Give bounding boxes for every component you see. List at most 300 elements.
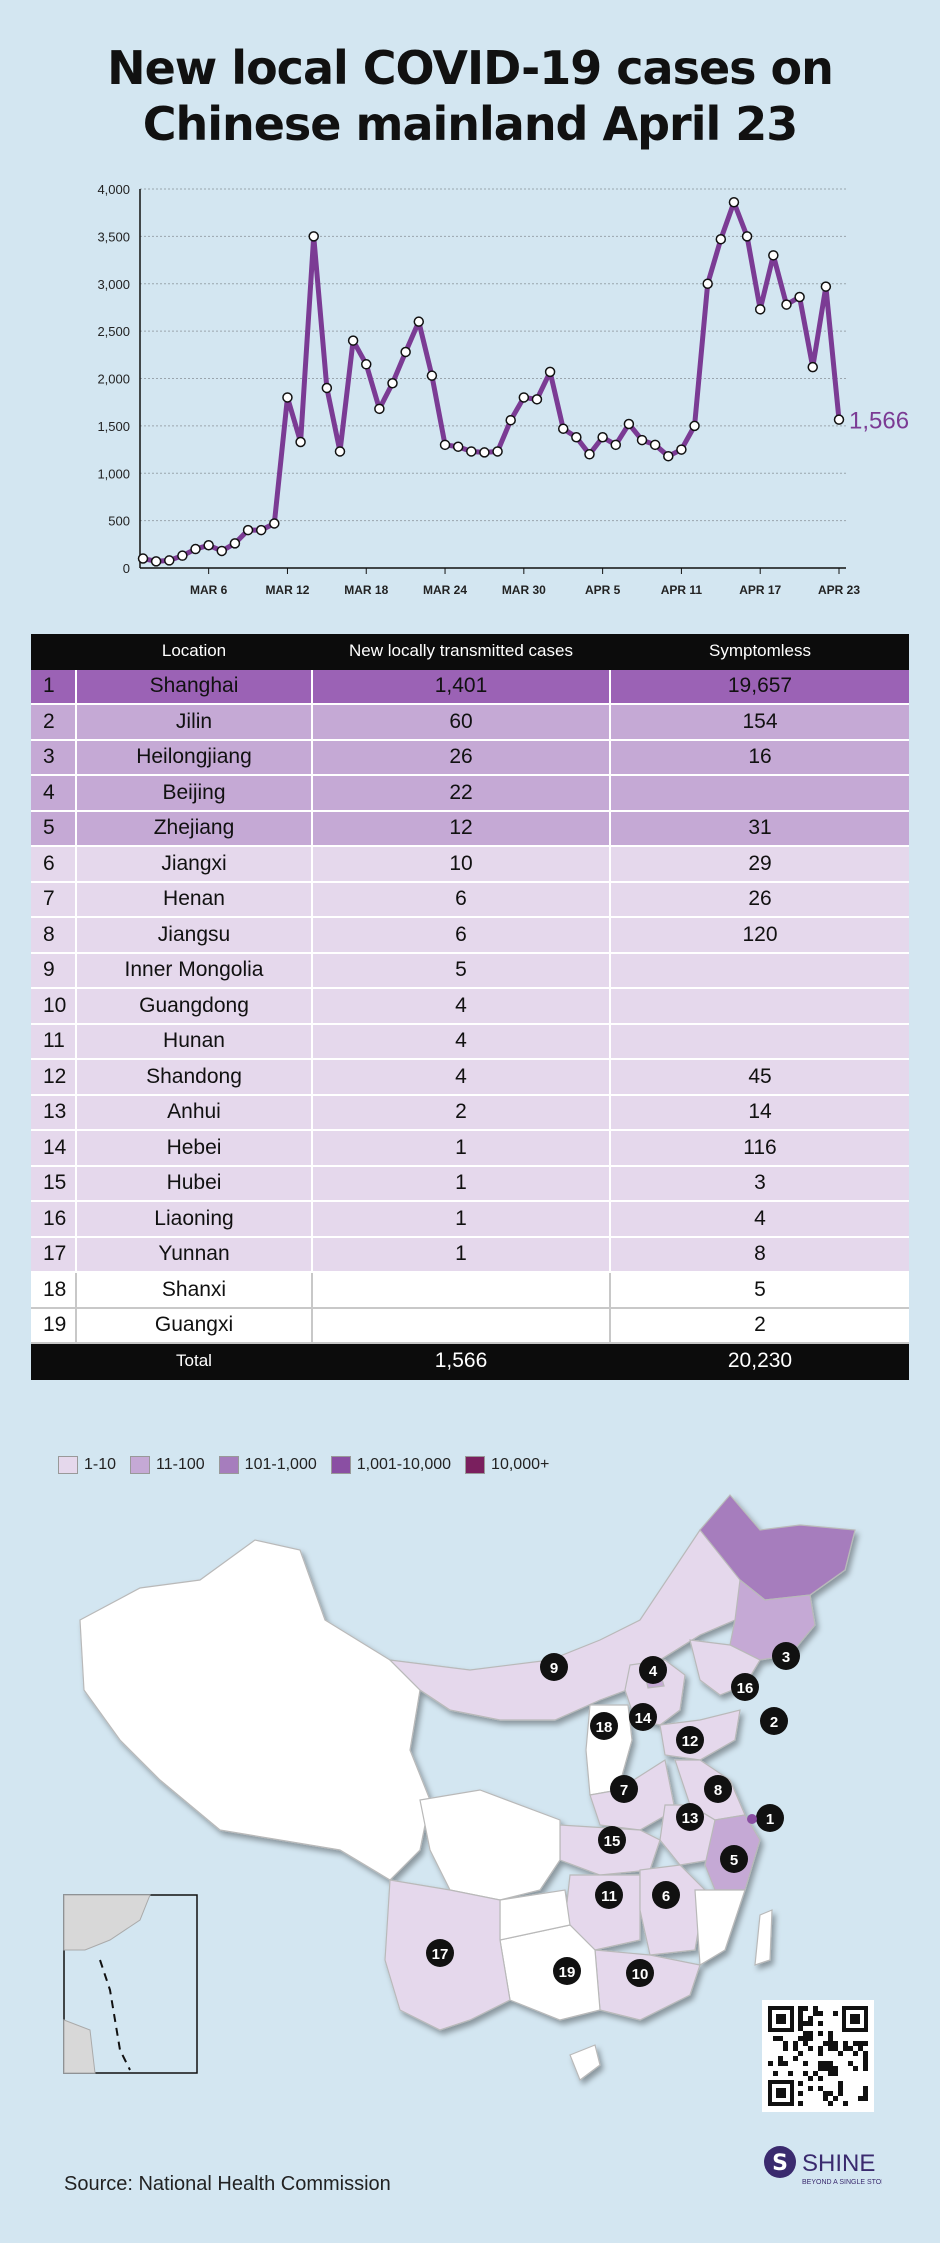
- symptomless-cell: 45: [611, 1060, 909, 1096]
- table-total-row: [31, 1344, 909, 1380]
- location-cell: Guangxi: [77, 1309, 313, 1345]
- x-tick-label: APR 5: [584, 583, 621, 597]
- total-symptomless: 20,230: [611, 1344, 909, 1380]
- cases-cell: 26: [313, 741, 611, 777]
- data-point: [585, 450, 594, 459]
- rank-cell: 16: [31, 1202, 77, 1238]
- location-cell: Hunan: [77, 1025, 313, 1061]
- cases-cell: 60: [313, 705, 611, 741]
- data-point: [296, 437, 305, 446]
- table-header: [31, 634, 909, 670]
- data-point: [322, 383, 331, 392]
- qr-module: [818, 2086, 823, 2091]
- location-cell: Shanxi: [77, 1273, 313, 1309]
- legend-swatch: [465, 1456, 485, 1474]
- qr-module: [778, 2061, 783, 2066]
- y-tick-label: 0: [122, 561, 130, 576]
- location-cell: Anhui: [77, 1096, 313, 1132]
- data-point: [729, 198, 738, 207]
- total-rank: [31, 1344, 77, 1380]
- title-line-2: Chinese mainland April 23: [142, 97, 798, 151]
- cases-cell: 4: [313, 1060, 611, 1096]
- logo-tagline: BEYOND A SINGLE STORY: [802, 2179, 882, 2186]
- cases-cell: 6: [313, 918, 611, 954]
- qr-module: [863, 2066, 868, 2071]
- cases-cell: 10: [313, 847, 611, 883]
- qr-module: [853, 2066, 858, 2071]
- qr-module: [823, 2091, 828, 2096]
- x-tick-label: MAR 18: [344, 583, 389, 597]
- cases-cell: 6: [313, 883, 611, 919]
- qr-module: [853, 2051, 858, 2056]
- qr-module: [863, 2056, 868, 2061]
- location-cell: Hubei: [77, 1167, 313, 1203]
- data-point: [624, 419, 633, 428]
- region-jiangxi: [640, 1865, 705, 1955]
- cases-cell: 1: [313, 1131, 611, 1167]
- qr-module: [858, 2041, 863, 2046]
- cases-cell: 1: [313, 1202, 611, 1238]
- legend-label: 11-100: [156, 1456, 205, 1473]
- location-cell: Guangdong: [77, 989, 313, 1025]
- qr-module: [798, 2091, 803, 2096]
- china-map: [0, 1420, 940, 2140]
- qr-module: [848, 2061, 853, 2066]
- data-point: [611, 440, 620, 449]
- region-inner-mongolia: [390, 1530, 760, 1720]
- region-west: [80, 1540, 430, 1880]
- qr-module: [823, 2061, 828, 2066]
- symptomless-cell: 2: [611, 1309, 909, 1345]
- cases-cell: 2: [313, 1096, 611, 1132]
- qr-module: [783, 2041, 788, 2046]
- qr-module: [813, 2006, 818, 2011]
- cases-cell: 4: [313, 1025, 611, 1061]
- map-marker-label: 9: [549, 1660, 559, 1677]
- data-point: [217, 546, 226, 555]
- data-point: [257, 526, 266, 535]
- x-tick-label: APR 11: [660, 583, 703, 597]
- rank-cell: 1: [31, 670, 77, 706]
- qr-module: [838, 2081, 843, 2086]
- y-tick-label: 2,500: [97, 324, 130, 340]
- data-point: [388, 379, 397, 388]
- symptomless-cell: 19,657: [611, 670, 909, 706]
- rank-cell: 15: [31, 1167, 77, 1203]
- table-row: [31, 989, 909, 1025]
- qr-module: [803, 2061, 808, 2066]
- data-point: [572, 433, 581, 442]
- map-marker-label: 4: [648, 1663, 658, 1680]
- qr-module: [808, 2021, 813, 2026]
- data-point: [230, 539, 239, 548]
- location-cell: Yunnan: [77, 1238, 313, 1274]
- map-marker-label: 5: [729, 1852, 739, 1869]
- cases-cell: [313, 1309, 611, 1345]
- qr-module: [863, 2041, 868, 2046]
- map-marker-label: 2: [769, 1714, 779, 1731]
- symptomless-cell: 8: [611, 1238, 909, 1274]
- qr-module: [818, 2076, 823, 2081]
- qr-module: [828, 2031, 833, 2036]
- region-guangxi: [500, 1925, 600, 2020]
- symptomless-cell: 4: [611, 1202, 909, 1238]
- y-tick-label: 1,500: [97, 418, 130, 434]
- qr-module: [808, 2086, 813, 2091]
- qr-module: [818, 2021, 823, 2026]
- data-point: [191, 545, 200, 554]
- legend-label: 1,001-10,000: [356, 1456, 452, 1473]
- data-point: [270, 519, 279, 528]
- data-point: [401, 347, 410, 356]
- rank-cell: 10: [31, 989, 77, 1025]
- qr-module: [798, 2036, 803, 2041]
- qr-module: [798, 2021, 803, 2026]
- map-marker-label: 7: [619, 1782, 629, 1799]
- qr-module: [828, 2066, 833, 2071]
- rank-cell: 9: [31, 954, 77, 990]
- map-marker-label: 11: [601, 1888, 617, 1905]
- symptomless-cell: 16: [611, 741, 909, 777]
- qr-module: [803, 2021, 808, 2026]
- map-marker-label: 8: [713, 1782, 723, 1799]
- cases-table: [31, 634, 909, 1380]
- qr-module: [803, 2006, 808, 2011]
- location-cell: Heilongjiang: [77, 741, 313, 777]
- y-tick-label: 3,500: [97, 229, 130, 245]
- qr-module: [808, 2046, 813, 2051]
- data-point: [756, 305, 765, 314]
- qr-module: [833, 2046, 838, 2051]
- location-cell: Beijing: [77, 776, 313, 812]
- rank-cell: 17: [31, 1238, 77, 1274]
- symptomless-cell: 116: [611, 1131, 909, 1167]
- qr-module: [848, 2046, 853, 2051]
- table-row: [31, 741, 909, 777]
- qr-module: [798, 2011, 803, 2016]
- qr-module: [798, 2101, 803, 2106]
- qr-module: [818, 2051, 823, 2056]
- table-row: [31, 918, 909, 954]
- qr-module: [803, 2036, 808, 2041]
- qr-module: [838, 2091, 843, 2096]
- cases-cell: 12: [313, 812, 611, 848]
- qr-module: [768, 2061, 773, 2066]
- rank-cell: 12: [31, 1060, 77, 1096]
- table-row: [31, 1167, 909, 1203]
- header-rank: [31, 634, 77, 670]
- data-point: [493, 447, 502, 456]
- legend-label: 1-10: [84, 1456, 117, 1473]
- table-row: [31, 1096, 909, 1132]
- legend-swatch: [58, 1456, 78, 1474]
- qr-module: [773, 2036, 778, 2041]
- rank-cell: 13: [31, 1096, 77, 1132]
- cases-cell: 1: [313, 1167, 611, 1203]
- location-cell: Jiangxi: [77, 847, 313, 883]
- y-tick-label: 500: [108, 513, 130, 529]
- qr-module: [863, 2091, 868, 2096]
- rank-cell: 14: [31, 1131, 77, 1167]
- qr-module: [863, 2096, 868, 2101]
- symptomless-cell: [611, 954, 909, 990]
- qr-module: [833, 2011, 838, 2016]
- qr-module: [833, 2066, 838, 2071]
- qr-module: [788, 2071, 793, 2076]
- location-cell: Henan: [77, 883, 313, 919]
- data-point: [769, 251, 778, 260]
- table-row: [31, 776, 909, 812]
- data-point: [743, 232, 752, 241]
- y-tick-label: 4,000: [97, 182, 130, 197]
- header-cases: New locally transmitted cases: [313, 634, 611, 670]
- rank-cell: 7: [31, 883, 77, 919]
- table-row: [31, 847, 909, 883]
- logo-name: SHINE: [802, 2150, 876, 2177]
- symptomless-cell: 154: [611, 705, 909, 741]
- data-point: [651, 440, 660, 449]
- rank-cell: 6: [31, 847, 77, 883]
- data-point: [152, 557, 161, 566]
- south-sea-inset: [64, 1895, 197, 2073]
- data-point: [690, 421, 699, 430]
- symptomless-cell: 14: [611, 1096, 909, 1132]
- location-cell: Zhejiang: [77, 812, 313, 848]
- map-marker-label: 10: [631, 1966, 649, 1983]
- data-point: [467, 447, 476, 456]
- x-tick-label: MAR 30: [501, 583, 546, 597]
- qr-module: [828, 2061, 833, 2066]
- qr-module: [843, 2046, 848, 2051]
- x-tick-label: APR 23: [817, 583, 861, 597]
- data-point: [664, 452, 673, 461]
- symptomless-cell: 29: [611, 847, 909, 883]
- data-point: [677, 445, 686, 454]
- end-value-label: 1,566: [849, 407, 910, 435]
- data-point: [835, 415, 844, 424]
- qr-module: [818, 2046, 823, 2051]
- map-marker-label: 12: [681, 1733, 699, 1750]
- legend-swatch: [219, 1456, 239, 1474]
- qr-module: [828, 2071, 833, 2076]
- header-symptomless: Symptomless: [611, 634, 909, 670]
- qr-module: [818, 2011, 823, 2016]
- map-marker-label: 13: [681, 1810, 699, 1827]
- qr-module: [808, 2016, 813, 2021]
- map-marker-label: 16: [736, 1680, 754, 1697]
- data-point: [178, 551, 187, 560]
- data-point: [204, 541, 213, 550]
- region-guangdong: [595, 1950, 700, 2020]
- data-point: [283, 393, 292, 402]
- qr-module: [798, 2081, 803, 2086]
- qr-module: [778, 2036, 783, 2041]
- qr-module: [838, 2086, 843, 2091]
- line-chart: [0, 170, 940, 610]
- y-tick-label: 3,000: [97, 276, 130, 292]
- map-marker-label: 14: [634, 1710, 652, 1727]
- map-marker-label: 6: [661, 1888, 671, 1905]
- data-point: [349, 336, 358, 345]
- map-legend: [58, 1456, 563, 1474]
- location-cell: Hebei: [77, 1131, 313, 1167]
- qr-module: [823, 2066, 828, 2071]
- map-marker-label: 18: [595, 1719, 613, 1736]
- qr-module: [798, 2026, 803, 2031]
- qr-module: [863, 2051, 868, 2056]
- source-note: Source: National Health Commission: [64, 2173, 391, 2195]
- qr-finder-inner: [850, 2014, 860, 2024]
- data-point: [808, 363, 817, 372]
- map-marker-label: 1: [765, 1811, 775, 1828]
- qr-module: [833, 2071, 838, 2076]
- map-marker-label: 3: [781, 1649, 791, 1666]
- qr-module: [793, 2041, 798, 2046]
- table-row: [31, 1131, 909, 1167]
- qr-module: [808, 2076, 813, 2081]
- qr-module: [828, 2101, 833, 2106]
- rank-cell: 4: [31, 776, 77, 812]
- rank-cell: 2: [31, 705, 77, 741]
- data-point: [375, 404, 384, 413]
- data-point: [362, 360, 371, 369]
- rank-cell: 11: [31, 1025, 77, 1061]
- cases-cell: [313, 1273, 611, 1309]
- data-point: [598, 433, 607, 442]
- legend-swatch: [331, 1456, 351, 1474]
- qr-code: [762, 2000, 874, 2112]
- legend-swatch: [130, 1456, 150, 1474]
- qr-module: [818, 2066, 823, 2071]
- shine-logo: [762, 2140, 882, 2205]
- y-tick-label: 2,000: [97, 371, 130, 387]
- qr-module: [783, 2061, 788, 2066]
- cases-cell: 1,401: [313, 670, 611, 706]
- x-tick-label: MAR 12: [265, 583, 310, 597]
- qr-module: [828, 2036, 833, 2041]
- total-cases: 1,566: [313, 1344, 611, 1380]
- location-cell: Inner Mongolia: [77, 954, 313, 990]
- symptomless-cell: 26: [611, 883, 909, 919]
- table-row: [31, 1273, 909, 1309]
- map-marker-label: 17: [431, 1946, 449, 1963]
- qr-module: [843, 2041, 848, 2046]
- series-line: [143, 202, 839, 561]
- qr-module: [853, 2041, 858, 2046]
- data-point: [309, 232, 318, 241]
- data-point: [716, 235, 725, 244]
- qr-module: [803, 2031, 808, 2036]
- x-tick-label: MAR 6: [189, 583, 228, 597]
- rank-cell: 18: [31, 1273, 77, 1309]
- data-point: [139, 554, 148, 563]
- data-point: [546, 367, 555, 376]
- data-point: [519, 393, 528, 402]
- qr-module: [838, 2051, 843, 2056]
- table-row: [31, 883, 909, 919]
- table-row: [31, 1238, 909, 1274]
- data-point: [795, 293, 804, 302]
- qr-module: [798, 2006, 803, 2011]
- qr-module: [813, 2071, 818, 2076]
- rank-cell: 5: [31, 812, 77, 848]
- header-location: Location: [77, 634, 313, 670]
- cases-cell: 5: [313, 954, 611, 990]
- logo-s-glyph: S: [772, 2151, 788, 2176]
- region-hainan: [570, 2045, 600, 2080]
- qr-module: [813, 2011, 818, 2016]
- location-cell: Shandong: [77, 1060, 313, 1096]
- data-point: [559, 424, 568, 433]
- qr-module: [858, 2046, 863, 2051]
- qr-module: [823, 2096, 828, 2101]
- symptomless-cell: 3: [611, 1167, 909, 1203]
- table-row: [31, 954, 909, 990]
- qr-module: [818, 2031, 823, 2036]
- data-point: [821, 282, 830, 291]
- x-tick-label: APR 17: [739, 583, 782, 597]
- shine-logo-mark: [762, 2140, 882, 2200]
- data-point: [454, 442, 463, 451]
- qr-module: [828, 2041, 833, 2046]
- qr-module: [828, 2046, 833, 2051]
- data-point: [441, 440, 450, 449]
- location-cell: Jiangsu: [77, 918, 313, 954]
- symptomless-cell: [611, 989, 909, 1025]
- qr-module: [833, 2041, 838, 2046]
- qr-module: [793, 2046, 798, 2051]
- qr-module: [798, 2016, 803, 2021]
- table-row: [31, 1060, 909, 1096]
- qr-module: [863, 2061, 868, 2066]
- legend-label: 101-1,000: [244, 1456, 317, 1473]
- qr-module: [808, 2031, 813, 2036]
- location-cell: Shanghai: [77, 670, 313, 706]
- location-cell: Liaoning: [77, 1202, 313, 1238]
- title-line-1: New local COVID-19 cases on: [107, 41, 833, 95]
- table-row: [31, 1309, 909, 1345]
- legend-item: [58, 1456, 116, 1474]
- shanghai-dot: [747, 1814, 757, 1824]
- table-row: [31, 1202, 909, 1238]
- symptomless-cell: 5: [611, 1273, 909, 1309]
- table-row: [31, 705, 909, 741]
- data-point: [165, 556, 174, 565]
- data-point: [244, 526, 253, 535]
- total-label: Total: [77, 1344, 313, 1380]
- rank-cell: 19: [31, 1309, 77, 1345]
- data-point: [532, 395, 541, 404]
- rank-cell: 8: [31, 918, 77, 954]
- data-point: [506, 416, 515, 425]
- legend-item: [219, 1456, 317, 1474]
- qr-module: [828, 2091, 833, 2096]
- rank-cell: 3: [31, 741, 77, 777]
- qr-finder-inner: [776, 2014, 786, 2024]
- region-fujian: [695, 1890, 745, 1965]
- qr-module: [858, 2096, 863, 2101]
- data-point: [414, 317, 423, 326]
- data-point: [427, 371, 436, 380]
- legend-item: [331, 1456, 451, 1474]
- data-point: [480, 448, 489, 457]
- table-row: [31, 670, 909, 706]
- data-point: [335, 447, 344, 456]
- map-marker-label: 15: [603, 1833, 621, 1850]
- map-marker-label: 19: [558, 1964, 576, 1981]
- qr-finder-inner: [776, 2088, 786, 2098]
- qr-module: [783, 2046, 788, 2051]
